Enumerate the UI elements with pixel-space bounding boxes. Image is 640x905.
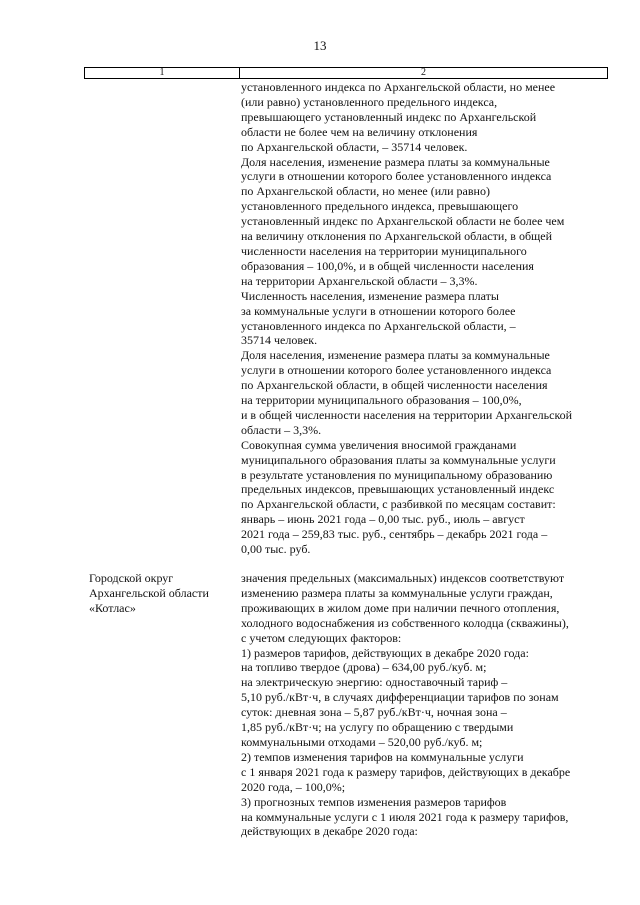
text-line: январь – июнь 2021 года – 0,00 тыс. руб., июль – август (241, 512, 525, 527)
text-line: действующих в декабре 2020 года: (241, 824, 418, 839)
text-line: 2) темпов изменения тарифов на коммунальные услуги (241, 749, 524, 764)
text-line: области не более чем на величину отклонения (241, 124, 478, 139)
text-line: в результате установления по муниципальному образованию (241, 467, 553, 482)
row2-description (241, 571, 606, 839)
text-line: услуги в отношении которого более установленного индекса (241, 169, 552, 184)
text-line: на топливо твердое (дрова) – 634,00 руб./куб. м; (241, 660, 487, 675)
text-line: услуги в отношении которого более установленного индекса (241, 363, 552, 378)
text-line: на величину отклонения по Архангельской области, в общей (241, 229, 553, 244)
row1-description (241, 80, 606, 557)
text-line: установленного предельного индекса, превышающего (241, 199, 519, 214)
text-line: по Архангельской области, но менее (или равно) (241, 184, 490, 199)
text-line: по Архангельской области, с разбивкой по месяцам составит: (241, 497, 556, 512)
text-line: «Котлас» (89, 601, 136, 615)
text-line: с учетом следующих факторов: (241, 630, 402, 645)
text-line: 2021 года – 259,83 тыс. руб., сентябрь – декабрь 2021 года – (241, 527, 548, 542)
text-line: за коммунальные услуги в отношении которого более (241, 303, 516, 318)
text-line: 5,10 руб./кВт·ч, в случаях дифференциации тарифов по зонам (241, 690, 559, 705)
text-line: холодного водоснабжения из собственного колодца (скважины), (241, 615, 569, 630)
text-line: на электрическую энергию: одноставочный тариф – (241, 675, 508, 690)
text-line: установленного индекса по Архангельской области, но менее (241, 80, 556, 94)
text-line: 0,00 тыс. руб. (241, 542, 311, 557)
text-line: значения предельных (максимальных) индексов соответствуют (241, 571, 565, 585)
text-line: по Архангельской области, – 35714 человек. (241, 139, 468, 154)
text-line: 3) прогнозных темпов изменения размеров тарифов (241, 794, 507, 809)
text-line: предельных индексов, превышающих установленный индекс (241, 482, 555, 497)
text-line: суток: дневная зона – 5,87 руб./кВт·ч, ночная зона – (241, 705, 507, 720)
text-line: установленного индекса по Архангельской области, – (241, 318, 516, 333)
text-line: на территории муниципального образования – 100,0%, (241, 393, 522, 408)
text-line: Архангельской области (89, 586, 209, 600)
text-line: Доля населения, изменение размера платы за коммунальные (241, 154, 550, 169)
text-line: (или равно) установленного предельного индекса, (241, 94, 498, 109)
text-line: муниципального образования платы за коммунальные услуги (241, 452, 556, 467)
text-line: на коммунальные услуги с 1 июля 2021 года к размеру тарифов, (241, 809, 569, 824)
text-line: установленный индекс по Архангельской области не более чем (241, 214, 565, 229)
text-line: по Архангельской области, в общей численности населения (241, 378, 548, 393)
text-line: проживающих в жилом доме при наличии печного отопления, (241, 600, 560, 615)
row2-municipality (89, 571, 237, 616)
page-number: 13 (313, 38, 327, 53)
text-line: превышающего установленный индекс по Архангельской (241, 109, 537, 124)
text-line: Доля населения, изменение размера платы за коммунальные (241, 348, 550, 363)
text-line: 1,85 руб./кВт·ч; на услугу по обращению с твердыми (241, 720, 514, 735)
text-line: Совокупная сумма увеличения вносимой гражданами (241, 437, 517, 452)
text-line: с 1 января 2021 года к размеру тарифов, действующих в декабре (241, 764, 571, 779)
text-line: и в общей численности населения на территории Архангельской (241, 407, 573, 422)
table-header-col-2: 2 (421, 67, 426, 78)
text-line: области – 3,3%. (241, 422, 322, 437)
text-line: образования – 100,0%, и в общей численности населения (241, 258, 534, 273)
table-header-col-1: 1 (85, 68, 240, 78)
text-line: 1) размеров тарифов, действующих в декабре 2020 года: (241, 645, 529, 660)
text-line: 2020 года, – 100,0%; (241, 779, 346, 794)
table-header-row (84, 67, 608, 79)
text-line: численности населения на территории муниципального (241, 243, 527, 258)
text-line: 35714 человек. (241, 333, 318, 348)
text-line: Численность населения, изменение размера платы (241, 288, 499, 303)
text-line: изменению размера платы за коммунальные услуги граждан, (241, 585, 553, 600)
text-line: коммунальными отходами – 520,00 руб./куб. м; (241, 734, 483, 749)
text-line: Городской округ (89, 571, 174, 585)
text-line: на территории Архангельской области – 3,3%. (241, 273, 478, 288)
